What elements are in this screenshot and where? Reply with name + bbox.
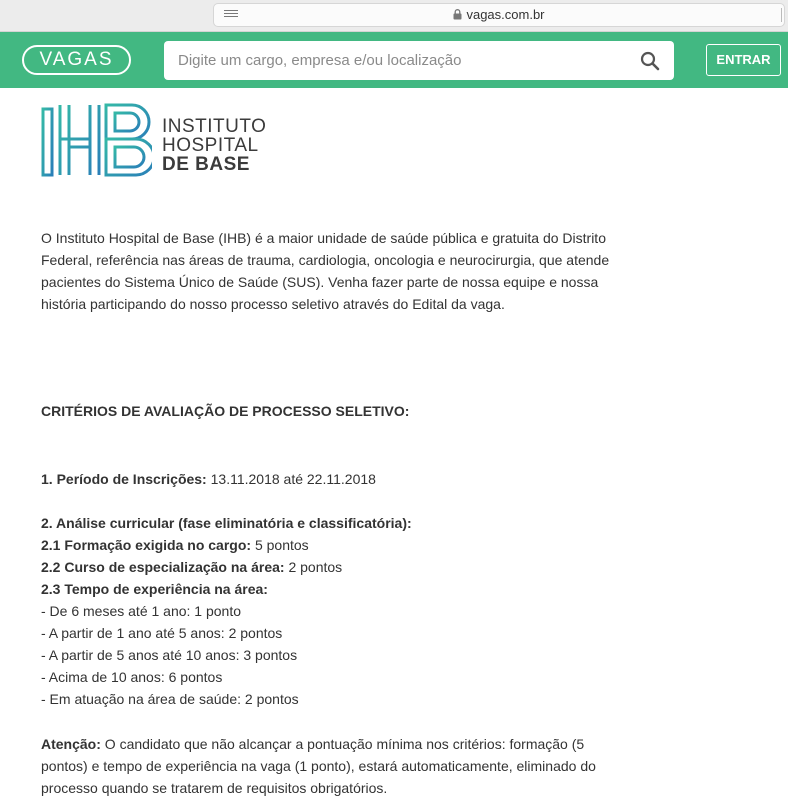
experience-title: [41, 578, 631, 600]
formation-line: [41, 534, 631, 556]
lock-icon: [453, 9, 462, 20]
job-description: [41, 227, 611, 315]
vagas-logo[interactable]: VAGAS: [22, 45, 131, 75]
experience-label: 2.3 Tempo de experiência na área:: [41, 581, 268, 597]
address-bar[interactable]: [213, 3, 785, 27]
specialization-line: [41, 556, 631, 578]
login-button[interactable]: ENTRAR: [706, 44, 781, 76]
period-label: 1. Período de Inscrições:: [41, 471, 207, 487]
search-input[interactable]: [178, 50, 618, 70]
ihb-logo-mark: [40, 103, 152, 179]
attention-text: O candidato que não alcançar a pontuação mínima nos critérios: formação (5 pontos) e tempo de experiência na vaga (1 ponto), estará automaticamente, eliminado do processo quando se tratarem de requisitos obrigatórios.: [41, 736, 596, 796]
criteria-title: CRITÉRIOS DE AVALIAÇÃO DE PROCESSO SELETIVO:: [41, 403, 410, 419]
analysis-title: [41, 512, 631, 534]
formation-value: 5 pontos: [251, 537, 309, 553]
experience-item: - A partir de 1 ano até 5 anos: 2 pontos: [41, 625, 283, 641]
site-header: [0, 32, 788, 88]
company-name-line3: DE BASE: [162, 154, 250, 175]
url-text[interactable]: [214, 7, 784, 22]
browser-toolbar: [0, 0, 788, 32]
company-logo: [40, 103, 270, 183]
intro-paragraph: O Instituto Hospital de Base (IHB) é a maior unidade de saúde pública e gratuita do Distrito Federal, referência nas áreas de trauma, cardiologia, oncologia e neurocirurgia, que atende pacientes do Sistema Único de Saúde (SUS). Venha fazer parte de nossa equipe e nossa história participando do nosso processo seletivo através do Edital da vaga.: [41, 230, 610, 312]
experience-item: - Em atuação na área de saúde: 2 pontos: [41, 691, 299, 707]
url-label: vagas.com.br: [466, 7, 545, 22]
period-value: 13.11.2018 até 22.11.2018: [206, 471, 376, 487]
search-box: [164, 41, 674, 80]
specialization-value: 2 pontos: [284, 559, 343, 575]
attention-note: [41, 733, 611, 799]
company-name-line1: INSTITUTO: [162, 116, 267, 137]
analysis-title-text: 2. Análise curricular (fase eliminatória e classificatória):: [41, 515, 412, 531]
company-name-line2: HOSPITAL: [162, 135, 259, 156]
company-name: [162, 117, 266, 174]
criteria-list: [41, 468, 631, 710]
attention-label: Atenção:: [41, 736, 101, 752]
specialization-label: 2.2 Curso de especialização na área:: [41, 559, 285, 575]
formation-label: 2.1 Formação exigida no cargo:: [41, 537, 252, 553]
experience-item: - Acima de 10 anos: 6 pontos: [41, 669, 223, 685]
experience-item: - De 6 meses até 1 ano: 1 ponto: [41, 603, 242, 619]
experience-item: - A partir de 5 anos até 10 anos: 3 pontos: [41, 647, 298, 663]
window-edge: [781, 8, 788, 22]
period-line: [41, 468, 631, 490]
search-icon[interactable]: [640, 51, 660, 71]
